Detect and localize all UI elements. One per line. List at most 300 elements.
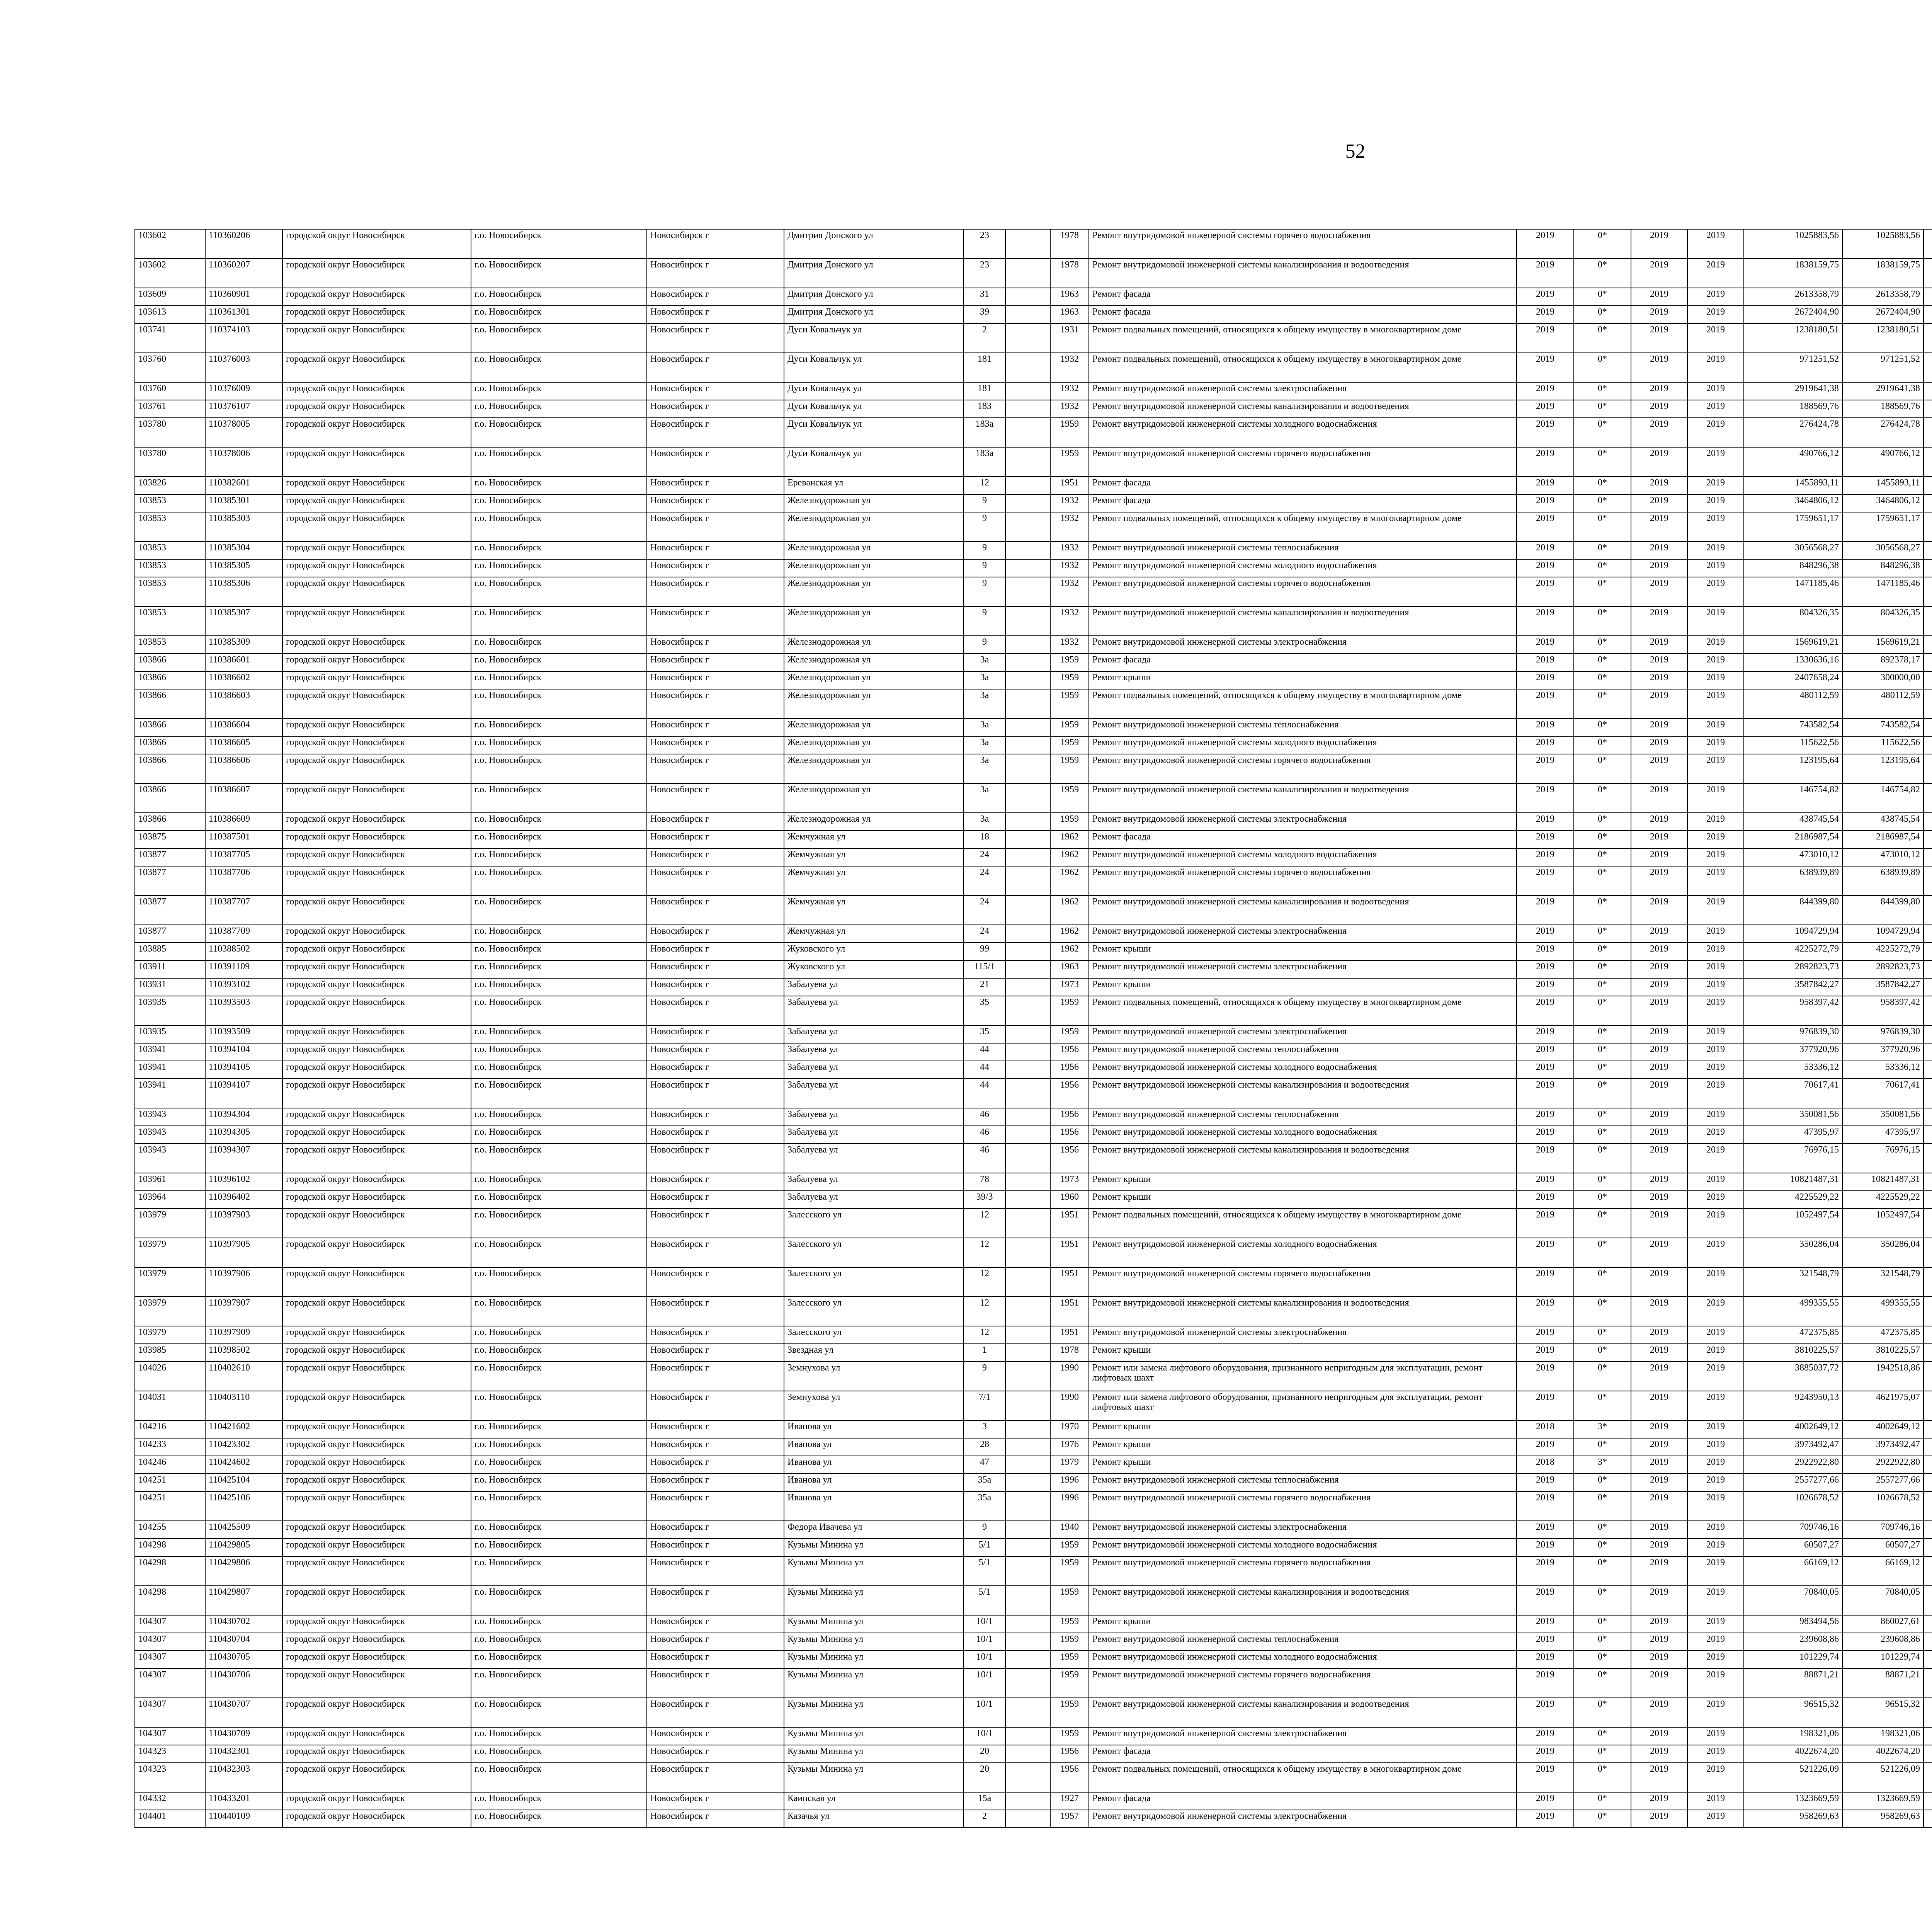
cell-priority: 0* bbox=[1574, 288, 1631, 306]
cell-street: Залесского ул bbox=[784, 1267, 964, 1297]
cell-city: Новосибирск г bbox=[647, 229, 784, 259]
cell-year-from: 2019 bbox=[1631, 418, 1687, 447]
cell-fund-cost: 958269,63 bbox=[1842, 1810, 1923, 1828]
cell-year-built: 1978 bbox=[1050, 259, 1089, 288]
cell-work-type: Ремонт крыши bbox=[1089, 1456, 1517, 1474]
cell-settlement: г.о. Новосибирск bbox=[471, 1438, 647, 1456]
cell-year-to: 2019 bbox=[1687, 1326, 1744, 1344]
cell-plan-year: 2019 bbox=[1517, 400, 1574, 418]
cell-mkd-id: 104251 bbox=[135, 1491, 205, 1521]
table-row bbox=[135, 1025, 1932, 1043]
cell-year-from: 2019 bbox=[1631, 1745, 1687, 1763]
cell-work-id: 110397903 bbox=[205, 1209, 282, 1238]
cell-federal-cost bbox=[1923, 477, 1932, 494]
cell-year-built: 1970 bbox=[1050, 1420, 1089, 1438]
cell-street: Залесского ул bbox=[784, 1238, 964, 1267]
cell-work-id: 110393102 bbox=[205, 978, 282, 996]
cell-total-cost: 1838159,75 bbox=[1744, 259, 1842, 288]
cell-priority: 0* bbox=[1574, 960, 1631, 978]
cell-total-cost: 709746,16 bbox=[1744, 1521, 1842, 1539]
cell-mkd-id: 103943 bbox=[135, 1126, 205, 1144]
cell-settlement: г.о. Новосибирск bbox=[471, 306, 647, 323]
cell-federal-cost bbox=[1923, 418, 1932, 447]
cell-street: Жемчужная ул bbox=[784, 896, 964, 925]
cell-settlement: г.о. Новосибирск bbox=[471, 1668, 647, 1698]
cell-federal-cost bbox=[1923, 1456, 1932, 1474]
cell-federal-cost bbox=[1923, 323, 1932, 353]
cell-work-type: Ремонт внутридомовой инженерной системы канализирования и водоотведения bbox=[1089, 1297, 1517, 1326]
table-row bbox=[135, 943, 1932, 960]
cell-federal-cost bbox=[1923, 718, 1932, 736]
cell-priority: 0* bbox=[1574, 1043, 1631, 1061]
cell-plan-year: 2019 bbox=[1517, 477, 1574, 494]
cell-settlement: г.о. Новосибирск bbox=[471, 943, 647, 960]
cell-city: Новосибирск г bbox=[647, 541, 784, 559]
cell-street: Железнодорожная ул bbox=[784, 689, 964, 718]
cell-year-built: 1932 bbox=[1050, 559, 1089, 577]
cell-work-id: 110360206 bbox=[205, 229, 282, 259]
cell-mkd-id: 103780 bbox=[135, 418, 205, 447]
cell-fund-cost: 472375,85 bbox=[1842, 1326, 1923, 1344]
cell-municipality: городской округ Новосибирск bbox=[282, 1297, 471, 1326]
cell-year-from: 2019 bbox=[1631, 1586, 1687, 1615]
cell-city: Новосибирск г bbox=[647, 382, 784, 400]
cell-plan-year: 2019 bbox=[1517, 1344, 1574, 1362]
cell-year-from: 2019 bbox=[1631, 1061, 1687, 1079]
cell-street: Железнодорожная ул bbox=[784, 736, 964, 754]
cell-house-number: 5/1 bbox=[964, 1556, 1005, 1586]
cell-city: Новосибирск г bbox=[647, 494, 784, 512]
cell-city: Новосибирск г bbox=[647, 418, 784, 447]
cell-city: Новосибирск г bbox=[647, 1043, 784, 1061]
cell-total-cost: 3056568,27 bbox=[1744, 541, 1842, 559]
cell-city: Новосибирск г bbox=[647, 1438, 784, 1456]
cell-fund-cost: 521226,09 bbox=[1842, 1763, 1923, 1792]
cell-municipality: городской округ Новосибирск bbox=[282, 1792, 471, 1810]
cell-fund-cost: 1026678,52 bbox=[1842, 1491, 1923, 1521]
cell-year-to: 2019 bbox=[1687, 353, 1744, 382]
cell-work-type: Ремонт внутридомовой инженерной системы теплоснабжения bbox=[1089, 1108, 1517, 1126]
cell-building bbox=[1005, 896, 1050, 925]
cell-total-cost: 473010,12 bbox=[1744, 848, 1842, 866]
table-row bbox=[135, 996, 1932, 1025]
cell-priority: 0* bbox=[1574, 1326, 1631, 1344]
cell-city: Новосибирск г bbox=[647, 978, 784, 996]
cell-mkd-id: 103961 bbox=[135, 1173, 205, 1191]
cell-house-number: 24 bbox=[964, 896, 1005, 925]
cell-total-cost: 239608,86 bbox=[1744, 1633, 1842, 1651]
cell-fund-cost: 198321,06 bbox=[1842, 1727, 1923, 1745]
table-row bbox=[135, 1438, 1932, 1456]
cell-city: Новосибирск г bbox=[647, 1539, 784, 1556]
cell-house-number: 46 bbox=[964, 1108, 1005, 1126]
cell-total-cost: 499355,55 bbox=[1744, 1297, 1842, 1326]
cell-federal-cost bbox=[1923, 896, 1932, 925]
cell-year-to: 2019 bbox=[1687, 1438, 1744, 1456]
table-row bbox=[135, 1344, 1932, 1362]
table-row bbox=[135, 896, 1932, 925]
cell-city: Новосибирск г bbox=[647, 1615, 784, 1633]
cell-priority: 0* bbox=[1574, 477, 1631, 494]
cell-total-cost: 350286,04 bbox=[1744, 1238, 1842, 1267]
cell-building bbox=[1005, 1061, 1050, 1079]
cell-year-from: 2019 bbox=[1631, 943, 1687, 960]
cell-house-number: 46 bbox=[964, 1144, 1005, 1173]
cell-settlement: г.о. Новосибирск bbox=[471, 1556, 647, 1586]
cell-federal-cost bbox=[1923, 1651, 1932, 1668]
cell-year-from: 2019 bbox=[1631, 512, 1687, 541]
cell-street: Ереванская ул bbox=[784, 477, 964, 494]
cell-year-built: 1957 bbox=[1050, 1810, 1089, 1828]
cell-city: Новосибирск г bbox=[647, 960, 784, 978]
cell-year-from: 2019 bbox=[1631, 259, 1687, 288]
cell-year-to: 2019 bbox=[1687, 1209, 1744, 1238]
cell-house-number: 20 bbox=[964, 1763, 1005, 1792]
cell-building bbox=[1005, 1615, 1050, 1633]
cell-year-built: 1956 bbox=[1050, 1745, 1089, 1763]
cell-year-built: 1956 bbox=[1050, 1079, 1089, 1108]
cell-street: Железнодорожная ул bbox=[784, 654, 964, 671]
cell-year-from: 2019 bbox=[1631, 736, 1687, 754]
table-row bbox=[135, 718, 1932, 736]
cell-municipality: городской округ Новосибирск bbox=[282, 1456, 471, 1474]
cell-work-type: Ремонт подвальных помещений, относящихся к общему имуществу в многоквартирном доме bbox=[1089, 353, 1517, 382]
cell-work-type: Ремонт фасада bbox=[1089, 654, 1517, 671]
cell-building bbox=[1005, 1727, 1050, 1745]
cell-work-type: Ремонт крыши bbox=[1089, 1420, 1517, 1438]
cell-fund-cost: 1094729,94 bbox=[1842, 925, 1923, 943]
cell-house-number: 20 bbox=[964, 1745, 1005, 1763]
cell-mkd-id: 104251 bbox=[135, 1474, 205, 1491]
cell-federal-cost bbox=[1923, 636, 1932, 654]
cell-mkd-id: 103911 bbox=[135, 960, 205, 978]
cell-year-from: 2019 bbox=[1631, 1362, 1687, 1391]
cell-settlement: г.о. Новосибирск bbox=[471, 783, 647, 813]
cell-year-from: 2019 bbox=[1631, 1126, 1687, 1144]
cell-building bbox=[1005, 418, 1050, 447]
cell-settlement: г.о. Новосибирск bbox=[471, 1763, 647, 1792]
cell-year-built: 1959 bbox=[1050, 1539, 1089, 1556]
table-row bbox=[135, 382, 1932, 400]
cell-settlement: г.о. Новосибирск bbox=[471, 718, 647, 736]
cell-year-from: 2019 bbox=[1631, 1792, 1687, 1810]
cell-fund-cost: 1569619,21 bbox=[1842, 636, 1923, 654]
cell-total-cost: 2922922,80 bbox=[1744, 1456, 1842, 1474]
cell-house-number: 44 bbox=[964, 1061, 1005, 1079]
cell-year-from: 2019 bbox=[1631, 606, 1687, 636]
cell-year-from: 2019 bbox=[1631, 960, 1687, 978]
table-row bbox=[135, 259, 1932, 288]
cell-year-from: 2019 bbox=[1631, 1297, 1687, 1326]
cell-plan-year: 2019 bbox=[1517, 960, 1574, 978]
cell-federal-cost bbox=[1923, 353, 1932, 382]
cell-total-cost: 4225529,22 bbox=[1744, 1191, 1842, 1209]
cell-settlement: г.о. Новосибирск bbox=[471, 1079, 647, 1108]
cell-municipality: городской округ Новосибирск bbox=[282, 1173, 471, 1191]
table-row bbox=[135, 1810, 1932, 1828]
cell-year-built: 1996 bbox=[1050, 1491, 1089, 1521]
cell-plan-year: 2019 bbox=[1517, 689, 1574, 718]
cell-work-id: 110386607 bbox=[205, 783, 282, 813]
cell-city: Новосибирск г bbox=[647, 1763, 784, 1792]
cell-year-to: 2019 bbox=[1687, 960, 1744, 978]
cell-total-cost: 2407658,24 bbox=[1744, 671, 1842, 689]
cell-building bbox=[1005, 382, 1050, 400]
cell-plan-year: 2019 bbox=[1517, 1615, 1574, 1633]
cell-house-number: 21 bbox=[964, 978, 1005, 996]
cell-federal-cost bbox=[1923, 1025, 1932, 1043]
cell-plan-year: 2019 bbox=[1517, 512, 1574, 541]
cell-priority: 0* bbox=[1574, 259, 1631, 288]
cell-year-built: 1959 bbox=[1050, 1615, 1089, 1633]
cell-house-number: 7/1 bbox=[964, 1391, 1005, 1420]
cell-municipality: городской округ Новосибирск bbox=[282, 1810, 471, 1828]
cell-settlement: г.о. Новосибирск bbox=[471, 1267, 647, 1297]
cell-work-id: 110430709 bbox=[205, 1727, 282, 1745]
cell-building bbox=[1005, 1025, 1050, 1043]
cell-work-type: Ремонт внутридомовой инженерной системы холодного водоснабжения bbox=[1089, 1238, 1517, 1267]
cell-settlement: г.о. Новосибирск bbox=[471, 654, 647, 671]
cell-building bbox=[1005, 1144, 1050, 1173]
cell-mkd-id: 103866 bbox=[135, 736, 205, 754]
cell-street: Иванова ул bbox=[784, 1438, 964, 1456]
cell-work-id: 110386601 bbox=[205, 654, 282, 671]
cell-building bbox=[1005, 1698, 1050, 1727]
cell-work-type: Ремонт внутридомовой инженерной системы теплоснабжения bbox=[1089, 1633, 1517, 1651]
cell-work-id: 110398502 bbox=[205, 1344, 282, 1362]
cell-work-id: 110433201 bbox=[205, 1792, 282, 1810]
cell-mkd-id: 104323 bbox=[135, 1745, 205, 1763]
cell-municipality: городской округ Новосибирск bbox=[282, 1633, 471, 1651]
cell-total-cost: 958397,42 bbox=[1744, 996, 1842, 1025]
cell-work-id: 110376009 bbox=[205, 382, 282, 400]
cell-house-number: 12 bbox=[964, 1267, 1005, 1297]
cell-work-type: Ремонт внутридомовой инженерной системы горячего водоснабжения bbox=[1089, 447, 1517, 477]
cell-year-from: 2019 bbox=[1631, 1615, 1687, 1633]
cell-plan-year: 2019 bbox=[1517, 1061, 1574, 1079]
cell-house-number: 9 bbox=[964, 541, 1005, 559]
cell-municipality: городской округ Новосибирск bbox=[282, 866, 471, 896]
cell-priority: 0* bbox=[1574, 1173, 1631, 1191]
cell-work-id: 110360207 bbox=[205, 259, 282, 288]
cell-fund-cost: 350286,04 bbox=[1842, 1238, 1923, 1267]
cell-fund-cost: 3810225,57 bbox=[1842, 1344, 1923, 1362]
cell-city: Новосибирск г bbox=[647, 1633, 784, 1651]
cell-work-type: Ремонт внутридомовой инженерной системы горячего водоснабжения bbox=[1089, 229, 1517, 259]
cell-plan-year: 2019 bbox=[1517, 1763, 1574, 1792]
cell-year-to: 2019 bbox=[1687, 288, 1744, 306]
cell-mkd-id: 103853 bbox=[135, 494, 205, 512]
cell-building bbox=[1005, 400, 1050, 418]
cell-city: Новосибирск г bbox=[647, 671, 784, 689]
cell-settlement: г.о. Новосибирск bbox=[471, 1727, 647, 1745]
cell-building bbox=[1005, 1633, 1050, 1651]
cell-federal-cost bbox=[1923, 1079, 1932, 1108]
cell-city: Новосибирск г bbox=[647, 1556, 784, 1586]
cell-municipality: городской округ Новосибирск bbox=[282, 1615, 471, 1633]
cell-total-cost: 521226,09 bbox=[1744, 1763, 1842, 1792]
cell-year-to: 2019 bbox=[1687, 925, 1744, 943]
cell-total-cost: 53336,12 bbox=[1744, 1061, 1842, 1079]
table-row bbox=[135, 1456, 1932, 1474]
cell-mkd-id: 104307 bbox=[135, 1668, 205, 1698]
cell-street: Забалуева ул bbox=[784, 1108, 964, 1126]
cell-municipality: городской округ Новосибирск bbox=[282, 978, 471, 996]
cell-federal-cost bbox=[1923, 978, 1932, 996]
cell-mkd-id: 103866 bbox=[135, 689, 205, 718]
cell-street: Железнодорожная ул bbox=[784, 718, 964, 736]
cell-year-to: 2019 bbox=[1687, 1025, 1744, 1043]
cell-federal-cost bbox=[1923, 943, 1932, 960]
table-row bbox=[135, 1615, 1932, 1633]
cell-work-id: 110378005 bbox=[205, 418, 282, 447]
cell-work-type: Ремонт внутридомовой инженерной системы холодного водоснабжения bbox=[1089, 736, 1517, 754]
cell-settlement: г.о. Новосибирск bbox=[471, 1061, 647, 1079]
cell-street: Дуси Ковальчук ул bbox=[784, 353, 964, 382]
cell-municipality: городской округ Новосибирск bbox=[282, 636, 471, 654]
table-row bbox=[135, 978, 1932, 996]
cell-city: Новосибирск г bbox=[647, 896, 784, 925]
cell-year-from: 2019 bbox=[1631, 353, 1687, 382]
table-row bbox=[135, 1126, 1932, 1144]
cell-settlement: г.о. Новосибирск bbox=[471, 831, 647, 848]
cell-year-built: 1962 bbox=[1050, 848, 1089, 866]
cell-settlement: г.о. Новосибирск bbox=[471, 925, 647, 943]
cell-settlement: г.о. Новосибирск bbox=[471, 606, 647, 636]
cell-city: Новосибирск г bbox=[647, 1344, 784, 1362]
cell-priority: 0* bbox=[1574, 1651, 1631, 1668]
cell-work-type: Ремонт внутридомовой инженерной системы теплоснабжения bbox=[1089, 541, 1517, 559]
cell-settlement: г.о. Новосибирск bbox=[471, 1633, 647, 1651]
cell-mkd-id: 103853 bbox=[135, 541, 205, 559]
cell-fund-cost: 66169,12 bbox=[1842, 1556, 1923, 1586]
cell-work-type: Ремонт внутридомовой инженерной системы горячего водоснабжения bbox=[1089, 1556, 1517, 1586]
cell-city: Новосибирск г bbox=[647, 1025, 784, 1043]
cell-federal-cost bbox=[1923, 1698, 1932, 1727]
cell-house-number: 2 bbox=[964, 323, 1005, 353]
cell-mkd-id: 104332 bbox=[135, 1792, 205, 1810]
cell-year-built: 1927 bbox=[1050, 1792, 1089, 1810]
cell-municipality: городской округ Новосибирск bbox=[282, 1586, 471, 1615]
cell-plan-year: 2019 bbox=[1517, 866, 1574, 896]
cell-settlement: г.о. Новосибирск bbox=[471, 541, 647, 559]
cell-settlement: г.о. Новосибирск bbox=[471, 418, 647, 447]
cell-building bbox=[1005, 689, 1050, 718]
cell-total-cost: 438745,54 bbox=[1744, 813, 1842, 831]
cell-work-id: 110385301 bbox=[205, 494, 282, 512]
cell-total-cost: 276424,78 bbox=[1744, 418, 1842, 447]
cell-plan-year: 2019 bbox=[1517, 1391, 1574, 1420]
cell-total-cost: 9243950,13 bbox=[1744, 1391, 1842, 1420]
cell-house-number: 35а bbox=[964, 1474, 1005, 1491]
cell-municipality: городской округ Новосибирск bbox=[282, 306, 471, 323]
cell-building bbox=[1005, 1191, 1050, 1209]
cell-settlement: г.о. Новосибирск bbox=[471, 1344, 647, 1362]
cell-priority: 0* bbox=[1574, 559, 1631, 577]
cell-house-number: 10/1 bbox=[964, 1633, 1005, 1651]
cell-municipality: городской округ Новосибирск bbox=[282, 1344, 471, 1362]
cell-work-type: Ремонт внутридомовой инженерной системы холодного водоснабжения bbox=[1089, 559, 1517, 577]
cell-year-from: 2019 bbox=[1631, 718, 1687, 736]
cell-building bbox=[1005, 671, 1050, 689]
cell-plan-year: 2019 bbox=[1517, 736, 1574, 754]
cell-year-to: 2019 bbox=[1687, 400, 1744, 418]
cell-house-number: 1 bbox=[964, 1344, 1005, 1362]
cell-plan-year: 2019 bbox=[1517, 1191, 1574, 1209]
cell-building bbox=[1005, 1209, 1050, 1238]
cell-federal-cost bbox=[1923, 1173, 1932, 1191]
cell-settlement: г.о. Новосибирск bbox=[471, 259, 647, 288]
cell-federal-cost bbox=[1923, 382, 1932, 400]
cell-fund-cost: 1838159,75 bbox=[1842, 259, 1923, 288]
cell-priority: 0* bbox=[1574, 1209, 1631, 1238]
cell-fund-cost: 3587842,27 bbox=[1842, 978, 1923, 996]
cell-fund-cost: 709746,16 bbox=[1842, 1521, 1923, 1539]
cell-street: Дуси Ковальчук ул bbox=[784, 447, 964, 477]
cell-work-type: Ремонт фасада bbox=[1089, 306, 1517, 323]
cell-house-number: 24 bbox=[964, 848, 1005, 866]
table-row bbox=[135, 606, 1932, 636]
cell-house-number: 9 bbox=[964, 577, 1005, 606]
table-row bbox=[135, 783, 1932, 813]
cell-total-cost: 146754,82 bbox=[1744, 783, 1842, 813]
cell-year-from: 2019 bbox=[1631, 541, 1687, 559]
cell-total-cost: 123195,64 bbox=[1744, 754, 1842, 783]
table-row bbox=[135, 1191, 1932, 1209]
cell-house-number: 10/1 bbox=[964, 1698, 1005, 1727]
cell-federal-cost bbox=[1923, 1556, 1932, 1586]
cell-street: Кузьмы Минина ул bbox=[784, 1698, 964, 1727]
cell-city: Новосибирск г bbox=[647, 447, 784, 477]
cell-federal-cost bbox=[1923, 1061, 1932, 1079]
cell-total-cost: 848296,38 bbox=[1744, 559, 1842, 577]
cell-year-from: 2019 bbox=[1631, 1173, 1687, 1191]
cell-plan-year: 2019 bbox=[1517, 382, 1574, 400]
cell-year-built: 1956 bbox=[1050, 1108, 1089, 1126]
cell-work-id: 110385307 bbox=[205, 606, 282, 636]
cell-fund-cost: 2557277,66 bbox=[1842, 1474, 1923, 1491]
cell-fund-cost: 101229,74 bbox=[1842, 1651, 1923, 1668]
cell-work-type: Ремонт крыши bbox=[1089, 943, 1517, 960]
cell-mkd-id: 103761 bbox=[135, 400, 205, 418]
cell-plan-year: 2019 bbox=[1517, 754, 1574, 783]
cell-year-from: 2019 bbox=[1631, 813, 1687, 831]
cell-municipality: городской округ Новосибирск bbox=[282, 1698, 471, 1727]
cell-plan-year: 2019 bbox=[1517, 1238, 1574, 1267]
cell-work-type: Ремонт внутридомовой инженерной системы канализирования и водоотведения bbox=[1089, 1144, 1517, 1173]
cell-municipality: городской округ Новосибирск bbox=[282, 577, 471, 606]
cell-federal-cost bbox=[1923, 259, 1932, 288]
cell-street: Кузьмы Минина ул bbox=[784, 1615, 964, 1633]
cell-street: Казачья ул bbox=[784, 1810, 964, 1828]
cell-work-id: 110394107 bbox=[205, 1079, 282, 1108]
table-row bbox=[135, 1079, 1932, 1108]
cell-fund-cost: 1052497,54 bbox=[1842, 1209, 1923, 1238]
cell-work-type: Ремонт внутридомовой инженерной системы канализирования и водоотведения bbox=[1089, 783, 1517, 813]
cell-total-cost: 88871,21 bbox=[1744, 1668, 1842, 1698]
cell-year-from: 2019 bbox=[1631, 1438, 1687, 1456]
cell-year-to: 2019 bbox=[1687, 1556, 1744, 1586]
cell-year-from: 2019 bbox=[1631, 1079, 1687, 1108]
cell-federal-cost bbox=[1923, 559, 1932, 577]
cell-building bbox=[1005, 736, 1050, 754]
cell-fund-cost: 1942518,86 bbox=[1842, 1362, 1923, 1391]
cell-city: Новосибирск г bbox=[647, 353, 784, 382]
cell-priority: 0* bbox=[1574, 1668, 1631, 1698]
cell-work-type: Ремонт внутридомовой инженерной системы теплоснабжения bbox=[1089, 1474, 1517, 1491]
cell-mkd-id: 103979 bbox=[135, 1238, 205, 1267]
cell-work-id: 110393503 bbox=[205, 996, 282, 1025]
